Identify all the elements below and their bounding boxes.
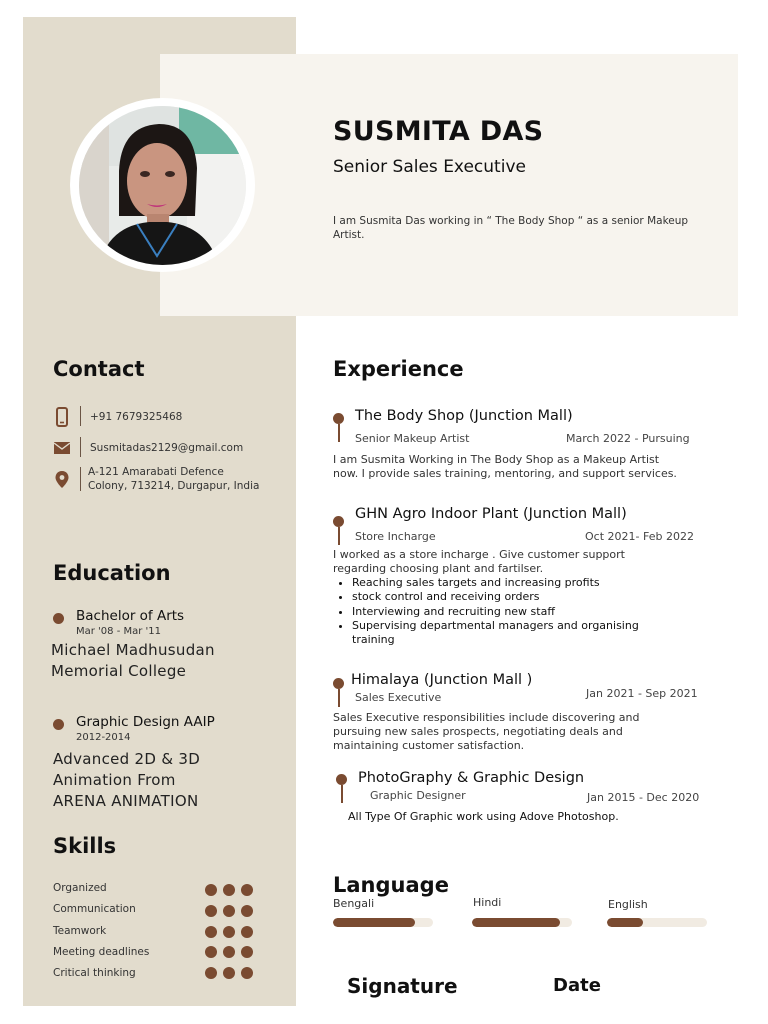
job-company: The Body Shop (Junction Mall) — [355, 408, 573, 424]
education-degree: Graphic Design AAIP — [76, 714, 215, 730]
language-bar-fill — [472, 918, 560, 927]
skill-dot — [205, 926, 217, 938]
contact-heading: Contact — [53, 357, 145, 381]
job-company: GHN Agro Indoor Plant (Junction Mall) — [355, 506, 627, 522]
contact-separator — [80, 467, 81, 491]
job-bullet: • Reaching sales targets and increasing profits — [352, 576, 674, 590]
skill-rating — [205, 884, 265, 896]
skill-dot — [241, 967, 253, 979]
timeline-pin — [333, 678, 344, 689]
job-company: Himalaya (Junction Mall ) — [351, 672, 533, 688]
job-description: I worked as a store incharge . Give customer support — [333, 548, 625, 561]
language-bar-fill — [607, 918, 643, 927]
job-description: All Type Of Graphic work using Adove Photoshop. — [348, 810, 619, 823]
skill-dot — [205, 905, 217, 917]
education-heading: Education — [53, 561, 171, 585]
skill-rating — [205, 967, 265, 979]
skill-name: Organized — [53, 882, 107, 894]
job-bullet-list — [334, 576, 674, 647]
timeline-pin-line — [338, 689, 340, 707]
skill-rating — [205, 926, 265, 938]
job-title: Graphic Designer — [370, 789, 466, 802]
job-role: Senior Sales Executive — [333, 157, 526, 177]
phone-icon — [53, 407, 71, 425]
skill-dot — [241, 884, 253, 896]
job-description: now. I provide sales training, mentoring, and support services. — [333, 467, 677, 480]
timeline-pin-line — [341, 785, 343, 803]
job-description: maintaining customer satisfaction. — [333, 739, 525, 752]
job-bullet: • Supervising departmental managers and organising training — [352, 619, 674, 648]
candidate-name: SUSMITA DAS — [333, 116, 544, 147]
skill-name: Teamwork — [53, 925, 107, 937]
language-name: Bengali — [333, 897, 375, 910]
education-years: Mar '08 - Mar '11 — [76, 626, 162, 637]
job-title: Store Incharge — [355, 530, 436, 543]
address-line-2: Colony, 713214, Durgapur, India — [88, 480, 260, 492]
skill-dot — [205, 946, 217, 958]
skill-dot — [223, 884, 235, 896]
skill-dot — [241, 946, 253, 958]
skill-dot — [223, 905, 235, 917]
education-school: Animation From — [53, 771, 176, 789]
job-description: I am Susmita Working in The Body Shop as a Makeup Artist — [333, 453, 660, 466]
experience-heading: Experience — [333, 357, 464, 381]
email-icon — [53, 440, 71, 458]
education-degree: Bachelor of Arts — [76, 608, 185, 624]
date-label: Date — [553, 975, 601, 996]
contact-separator — [80, 406, 81, 426]
education-school: ARENA ANIMATION — [53, 792, 199, 810]
language-name: English — [608, 898, 648, 911]
job-dates: March 2022 - Pursuing — [566, 432, 690, 445]
skill-dot — [241, 926, 253, 938]
education-years: 2012-2014 — [76, 732, 131, 743]
skill-name: Meeting deadlines — [53, 946, 150, 958]
skill-dot — [205, 967, 217, 979]
job-description: regarding choosing plant and fartilser. — [333, 562, 544, 575]
contact-separator — [80, 437, 81, 457]
language-name: Hindi — [473, 896, 502, 909]
skill-dot — [205, 884, 217, 896]
job-description: Sales Executive responsibilities include discovering and — [333, 711, 640, 724]
education-school: Memorial College — [51, 662, 187, 680]
skill-name: Critical thinking — [53, 967, 136, 979]
job-dates: Jan 2021 - Sep 2021 — [586, 687, 698, 700]
language-bar — [472, 918, 572, 927]
skill-rating — [205, 905, 265, 917]
skill-rating — [205, 946, 265, 958]
job-dates: Jan 2015 - Dec 2020 — [587, 791, 700, 804]
skill-dot — [241, 905, 253, 917]
profile-photo — [79, 106, 246, 265]
skill-name: Communication — [53, 903, 136, 915]
email-address[interactable]: Susmitadas2129@gmail.com — [90, 442, 244, 454]
timeline-pin-line — [338, 527, 340, 545]
education-school: Michael Madhusudan — [51, 641, 215, 659]
job-title: Sales Executive — [355, 691, 442, 704]
phone-number[interactable]: +91 7679325468 — [90, 411, 183, 423]
job-bullet: • stock control and receiving orders — [352, 590, 674, 604]
timeline-pin — [333, 516, 344, 527]
education-school: Advanced 2D & 3D — [53, 750, 201, 768]
language-bar — [333, 918, 433, 927]
skills-heading: Skills — [53, 834, 117, 858]
location-icon — [53, 470, 71, 488]
profile-summary: I am Susmita Das working in “ The Body Shop “ as a senior Makeup Artist. — [333, 215, 689, 241]
skill-dot — [223, 926, 235, 938]
job-company: PhotoGraphy & Graphic Design — [358, 770, 585, 786]
language-heading: Language — [333, 873, 449, 897]
job-dates: Oct 2021- Feb 2022 — [585, 530, 694, 543]
education-bullet — [53, 613, 64, 624]
address-line-1: A-121 Amarabati Defence — [88, 466, 224, 478]
job-bullet: • Interviewing and recruiting new staff — [352, 605, 674, 619]
job-description: pursuing new sales prospects, negotiating deals and — [333, 725, 623, 738]
skill-dot — [223, 946, 235, 958]
education-bullet — [53, 719, 64, 730]
job-title: Senior Makeup Artist — [355, 432, 470, 445]
language-bar-fill — [333, 918, 415, 927]
timeline-pin — [333, 413, 344, 424]
language-bar — [607, 918, 707, 927]
skill-dot — [223, 967, 235, 979]
signature-label: Signature — [347, 974, 458, 998]
timeline-pin-line — [338, 424, 340, 442]
timeline-pin — [336, 774, 347, 785]
